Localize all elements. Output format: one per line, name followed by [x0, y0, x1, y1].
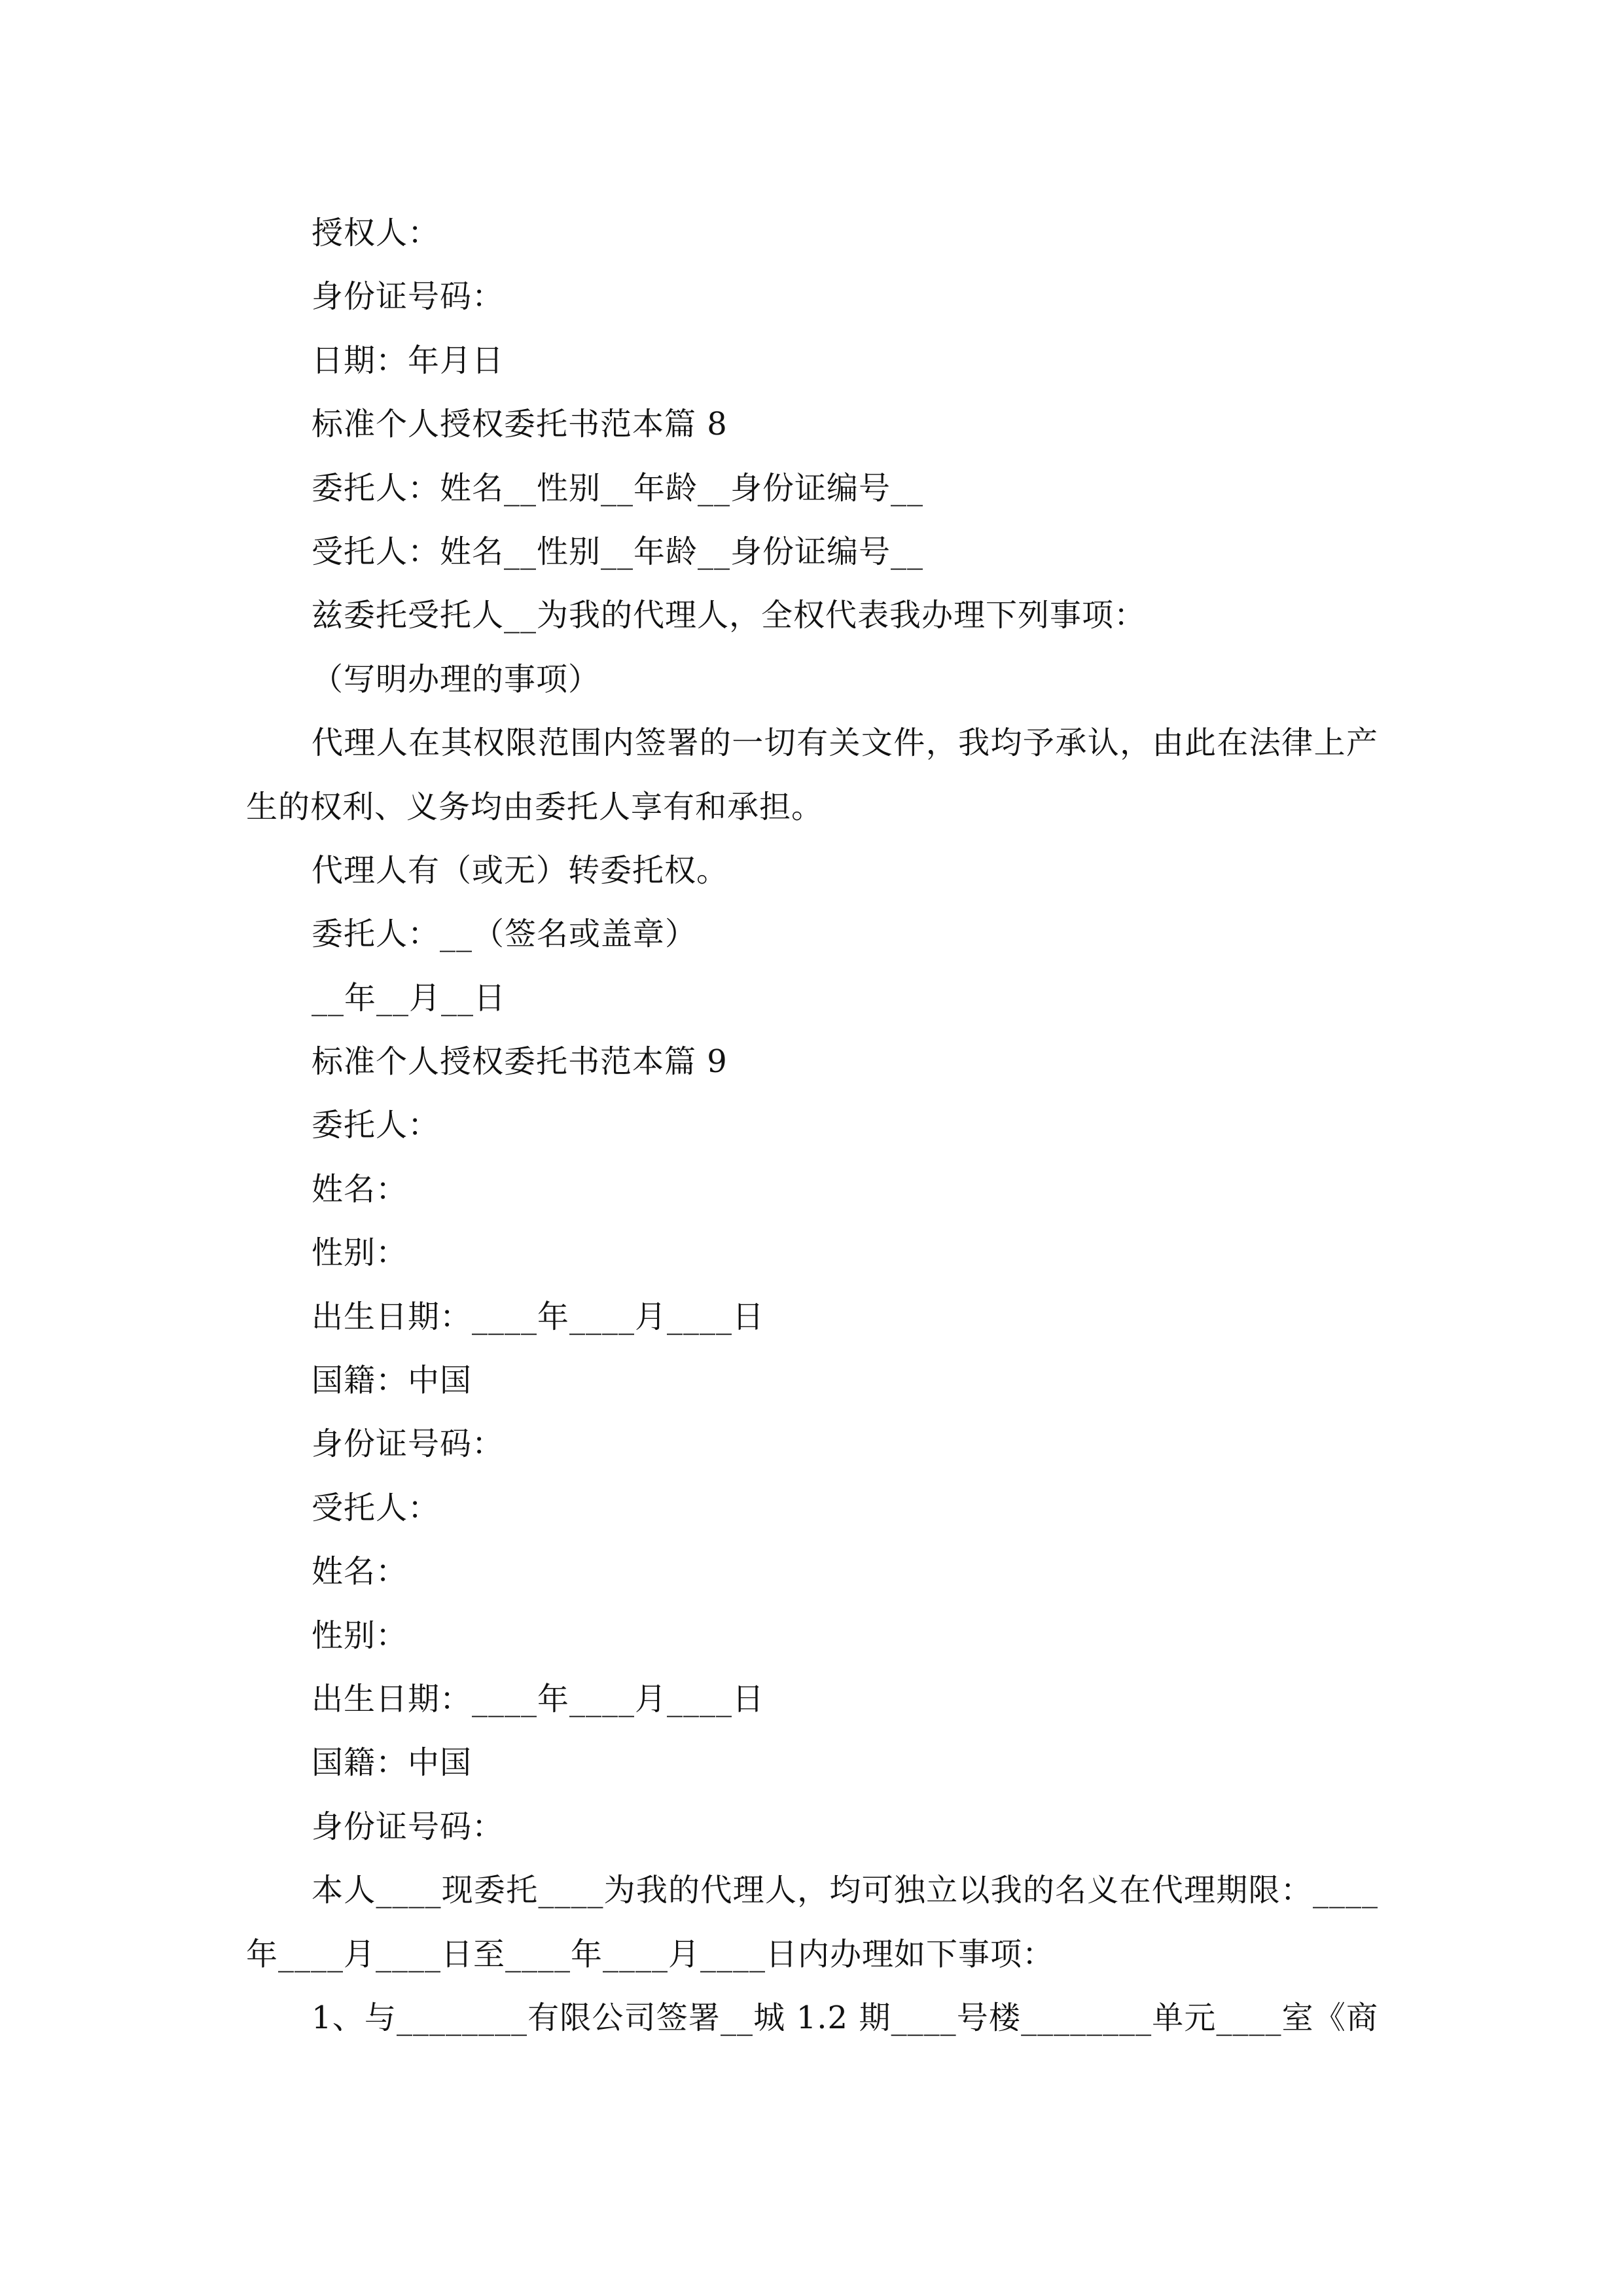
text-line: 身份证号码： — [312, 1808, 505, 1845]
text-line: 受托人： — [312, 1489, 440, 1526]
text-line: 姓名： — [312, 1553, 408, 1590]
text-line: 委托人：__（签名或盖章） — [312, 916, 698, 953]
text-line: 委托人： — [312, 1107, 440, 1144]
text-line: 代理人有（或无）转委托权。 — [312, 852, 729, 889]
text-line: 性别： — [312, 1617, 408, 1654]
text-line: 兹委托受托人__为我的代理人，全权代表我办理下列事项： — [312, 597, 1147, 634]
text-line: 国籍：中国 — [312, 1362, 473, 1399]
text-line: 身份证号码： — [312, 1426, 505, 1463]
text-line: 受托人：姓名__性别__年龄__身份证编号__ — [312, 533, 924, 570]
text-line: 出生日期：____年____月____日 — [312, 1298, 765, 1335]
text-line: （写明办理的事项） — [312, 660, 601, 698]
section-heading: 标准个人授权委托书范本篇 9 — [312, 1043, 728, 1081]
text-line: __年__月__日 — [312, 979, 507, 1016]
text-line: 出生日期：____年____月____日 — [312, 1680, 765, 1717]
text-line: 日期：年月日 — [312, 342, 505, 379]
text-line: 身份证号码： — [312, 278, 505, 315]
paragraph-line: 1、与________有限公司签署__城 1.2 期____号楼________单元____室《商 — [312, 1999, 1378, 2036]
text-line: 委托人：姓名__性别__年龄__身份证编号__ — [312, 469, 924, 507]
paragraph-line: 本人____现委托____为我的代理人，均可独立以我的名义在代理期限：____ — [312, 1872, 1378, 1909]
paragraph-line: 生的权利、义务均由委托人享有和承担。 — [246, 788, 824, 825]
paragraph-line: 年____月____日至____年____月____日内办理如下事项： — [246, 1935, 1055, 1973]
text-line: 国籍：中国 — [312, 1744, 473, 1782]
document-body — [246, 202, 1378, 2050]
section-heading: 标准个人授权委托书范本篇 8 — [312, 406, 728, 443]
text-line: 性别： — [312, 1234, 408, 1272]
text-line: 授权人： — [312, 215, 440, 251]
paragraph-line: 代理人在其权限范围内签署的一切有关文件，我均予承认，由此在法律上产 — [312, 725, 1378, 762]
text-line: 姓名： — [312, 1170, 408, 1208]
